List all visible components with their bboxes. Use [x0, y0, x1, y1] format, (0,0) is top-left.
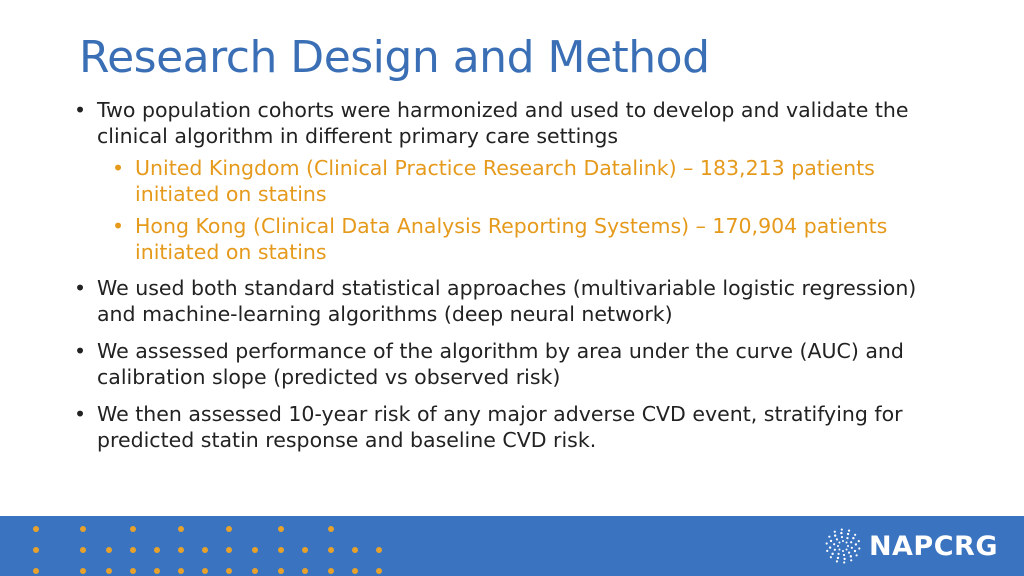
decorative-dot — [226, 547, 232, 553]
bullet-text: We then assessed 10-year risk of any major adverse CVD event, stratifying for predicted statin response and baseline CVD risk. — [97, 402, 903, 452]
decorative-dot — [202, 547, 208, 553]
decorative-dot — [202, 568, 208, 574]
decorative-dot — [278, 547, 284, 553]
decorative-dot — [178, 526, 184, 532]
decorative-dot — [226, 526, 232, 532]
decorative-dot — [302, 547, 308, 553]
bullet-marker: • — [74, 339, 87, 363]
bullet-text: Two population cohorts were harmonized and used to develop and validate the clinical algorithm in different primary care settings — [97, 98, 909, 148]
decorative-dot — [80, 547, 86, 553]
decorative-dot — [130, 547, 136, 553]
decorative-dot — [278, 568, 284, 574]
decorative-dot — [302, 568, 308, 574]
decorative-dot — [80, 568, 86, 574]
footer-band — [0, 516, 1024, 576]
bullet-text: We used both standard statistical approaches (multivariable logistic regression) and machine-learning algorithms (deep neural network) — [97, 276, 917, 326]
bullet-marker: • — [112, 214, 125, 238]
decorative-dot — [352, 568, 358, 574]
decorative-dot — [154, 568, 160, 574]
sub-bullet-item — [112, 213, 944, 265]
starburst-icon — [825, 528, 863, 564]
decorative-dot — [154, 547, 160, 553]
decorative-dot — [376, 547, 382, 553]
napcrg-logo — [825, 528, 998, 564]
decorative-dot — [376, 568, 382, 574]
decorative-dot — [328, 568, 334, 574]
decorative-dot — [33, 526, 39, 532]
bullet-text: We assessed performance of the algorithm by area under the curve (AUC) and calibration slope (predicted vs observed risk) — [97, 339, 904, 389]
bullet-item — [74, 401, 944, 453]
decorative-dot — [252, 568, 258, 574]
decorative-dot — [130, 526, 136, 532]
decorative-dot — [226, 568, 232, 574]
decorative-dot — [178, 568, 184, 574]
decorative-dot — [130, 568, 136, 574]
bullet-item — [74, 97, 944, 149]
decorative-dot — [278, 526, 284, 532]
decorative-dot — [328, 526, 334, 532]
decorative-dot — [106, 568, 112, 574]
bullet-item — [74, 338, 944, 390]
logo-text: NAPCRG — [868, 530, 998, 562]
bullet-marker: • — [112, 156, 125, 180]
decorative-dot — [252, 547, 258, 553]
bullet-marker: • — [74, 276, 87, 300]
decorative-dot — [33, 568, 39, 574]
sub-bullet-text: Hong Kong (Clinical Data Analysis Reporting Systems) – 170,904 patients initiated on statins — [135, 214, 888, 264]
decorative-dot — [106, 547, 112, 553]
decorative-dot — [328, 547, 334, 553]
slide-title: Research Design and Method — [79, 32, 710, 83]
decorative-dot — [33, 547, 39, 553]
bullet-marker: • — [74, 98, 87, 122]
bullet-item — [74, 275, 944, 327]
decorative-dot — [352, 547, 358, 553]
sub-bullet-text: United Kingdom (Clinical Practice Research Datalink) – 183,213 patients initiated on statins — [135, 156, 875, 206]
bullet-list — [74, 97, 944, 464]
decorative-dot — [80, 526, 86, 532]
sub-bullet-item — [112, 155, 944, 207]
bullet-marker: • — [74, 402, 87, 426]
decorative-dot — [178, 547, 184, 553]
